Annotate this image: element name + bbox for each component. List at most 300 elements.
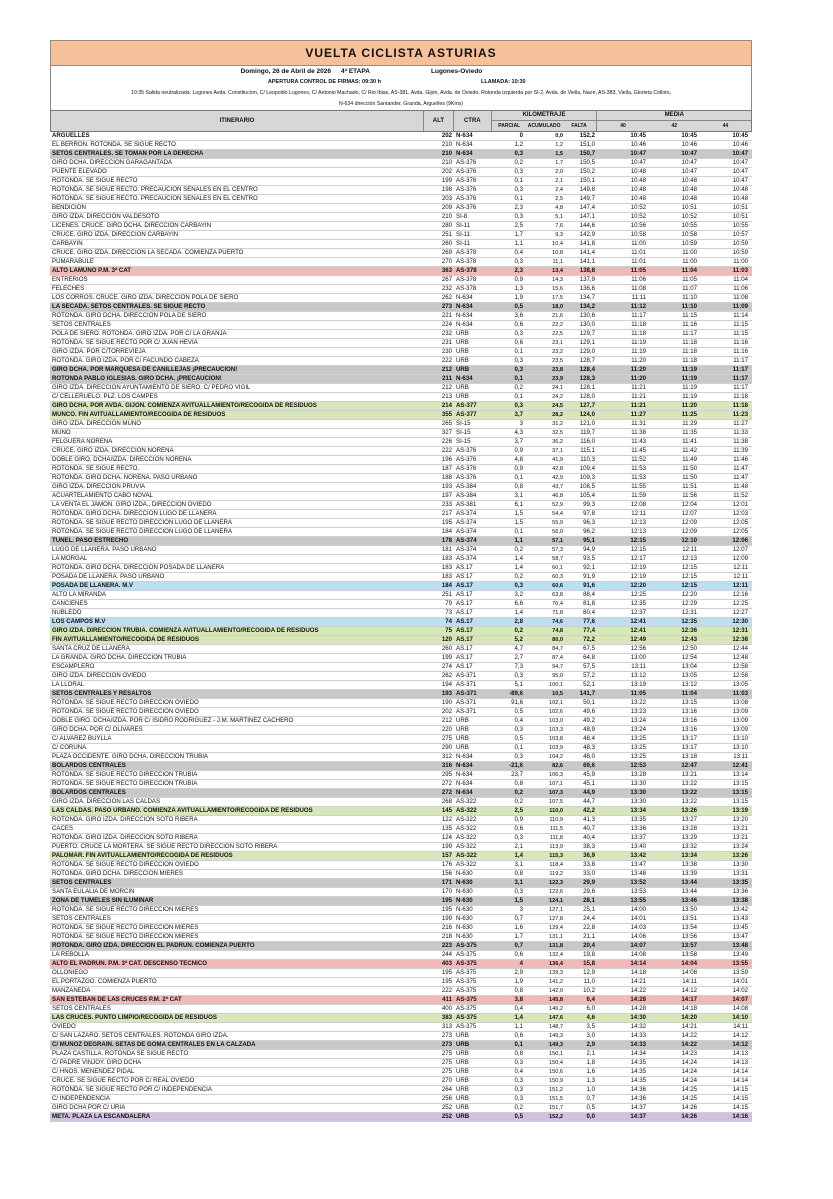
col-media-42: 42	[671, 123, 678, 129]
cell-ctra: N-634	[456, 762, 473, 769]
cell-itinerario: LICEÑES. CRUCE. GIRO DCHA. DIRECCIÓN CARBAYIN	[52, 222, 212, 229]
table-row	[50, 429, 752, 438]
cell-alt: 273	[441, 303, 452, 310]
cell-acumulado: 111,5	[549, 826, 563, 832]
cell-alt: 199	[441, 177, 452, 184]
cell-ctra: AS-376	[456, 474, 477, 481]
cell-media-44: 13:11	[733, 753, 748, 760]
cell-ctra: AS-378	[456, 276, 477, 283]
cell-acumulado: 41,9	[552, 457, 563, 463]
cell-itinerario: GIRO IZDA. DIRECCION TRUBIA. COMIENZA AVITUALLAMIENTO/RECOGIDA DE RESIDUOS	[52, 627, 319, 634]
cell-media-44: 11:00	[733, 258, 748, 265]
cell-media-40: 14:34	[630, 1050, 646, 1057]
cell-media-40: 13:24	[630, 717, 646, 724]
cell-ctra: AS-384	[456, 483, 477, 490]
cell-alt: 383	[441, 1014, 452, 1021]
cell-parcial: 1,9	[514, 294, 523, 301]
cell-falta: 141,8	[579, 240, 595, 247]
cell-ctra: AS-322	[456, 834, 477, 841]
cell-falta: 57,5	[583, 663, 595, 670]
cell-itinerario: GIRO IZDA. DIRECCION AYUNTAMIENTO DE SIERO. C/ PEDRO VIGIL	[52, 384, 251, 391]
cell-media-42: 10:58	[681, 231, 697, 238]
cell-ctra: AS-376	[456, 177, 477, 184]
cell-media-44: 13:47	[732, 933, 748, 940]
cell-ctra: AS-378	[456, 258, 477, 265]
cell-itinerario: ROTONDA. GIRO DCHA. NOREÑA. PASO URBANO	[52, 474, 198, 481]
cell-parcial: 4	[519, 960, 523, 967]
cell-parcial: 0,1	[514, 375, 523, 382]
cell-media-40: 11:20	[631, 357, 646, 364]
cell-media-42: 13:21	[681, 771, 697, 778]
cell-falta: 0,7	[586, 1095, 595, 1102]
cell-media-44: 13:36	[732, 888, 748, 895]
cell-media-44: 11:39	[733, 447, 748, 454]
cell-alt: 221	[441, 312, 452, 319]
cell-parcial: 1,1	[514, 537, 523, 544]
cell-media-40: 11:05	[630, 267, 646, 274]
cell-parcial: 0,2	[514, 789, 523, 796]
cell-alt: 73	[445, 609, 452, 616]
table-row	[50, 915, 752, 924]
cell-acumulado: 32,5	[552, 430, 563, 436]
cell-ctra: AS-376	[456, 186, 477, 193]
cell-media-44: 13:19	[732, 807, 748, 814]
cell-media-40: 13:37	[630, 834, 646, 841]
cell-alt: 211	[442, 375, 452, 382]
cell-media-42: 13:34	[681, 852, 697, 859]
cell-media-44: 13:14	[732, 771, 748, 778]
cell-falta: 52,1	[583, 681, 595, 688]
cell-media-44: 12:09	[732, 555, 748, 562]
cell-media-40: 10:47	[630, 159, 646, 166]
cell-itinerario: CANCIENES	[52, 600, 88, 607]
cell-itinerario: SAN ESTEBAN DE LAS CRUCES P.M. 2ª CAT	[52, 996, 182, 1003]
cell-ctra: AS-375	[456, 1014, 477, 1021]
cell-parcial: 3,7	[514, 411, 523, 418]
cell-itinerario: ALTO LAMUÑO P.M. 3ª CAT	[52, 267, 131, 274]
table-row	[50, 1023, 752, 1032]
cell-media-42: 13:27	[681, 816, 697, 823]
cell-media-40: 10:52	[630, 204, 646, 211]
cell-ctra: N-630	[456, 906, 473, 913]
cell-alt: 198	[441, 186, 452, 193]
cell-media-40: 11:20	[630, 375, 646, 382]
cell-falta: 128,0	[579, 393, 595, 400]
cell-acumulado: 2,5	[555, 196, 563, 202]
cell-media-42: 13:32	[681, 843, 697, 850]
cell-itinerario: ROTONDA. SE SIGUE RECTO	[52, 177, 138, 184]
cell-ctra: AS-374	[456, 546, 477, 553]
cell-alt: 275	[441, 1068, 452, 1075]
cell-media-40: 11:21	[631, 384, 646, 391]
cell-acumulado: 118,4	[549, 862, 563, 868]
cell-acumulado: 127,8	[549, 916, 563, 922]
cell-media-42: 13:44	[681, 888, 697, 895]
cell-media-44: 13:20	[732, 816, 748, 823]
cell-parcial: 0,6	[514, 339, 523, 346]
cell-parcial: 0,4	[514, 249, 523, 256]
cell-alt: 195	[441, 969, 452, 976]
cell-falta: 91,6	[583, 582, 595, 589]
cell-falta: 136,6	[579, 285, 595, 292]
cell-media-42: 11:05	[682, 276, 697, 283]
cell-acumulado: 111,8	[549, 835, 563, 841]
cell-media-42: 11:04	[681, 267, 697, 274]
cell-ctra: N-630	[456, 888, 473, 895]
cell-media-40: 14:37	[630, 1104, 646, 1111]
cell-media-40: 13:53	[630, 888, 646, 895]
cell-parcial: 0,1	[514, 474, 523, 481]
cell-alt: 411	[442, 996, 452, 1003]
cell-acumulado: 57,1	[552, 538, 563, 544]
cell-ctra: AS.17	[456, 645, 473, 652]
cell-alt: 267	[441, 276, 452, 283]
cell-media-40: 12:15	[630, 546, 646, 553]
cell-falta: 0,5	[586, 1104, 595, 1111]
cell-parcial: 1,1	[514, 1023, 523, 1030]
cell-media-44: 14:14	[732, 1077, 748, 1084]
cell-alt: 195	[441, 978, 452, 985]
cell-media-40: 13:52	[630, 879, 646, 886]
cell-alt: 355	[441, 411, 452, 418]
cell-media-42: 11:19	[682, 393, 697, 400]
cell-media-40: 12:56	[630, 645, 646, 652]
cell-alt: 403	[441, 960, 452, 967]
cell-alt: 252	[441, 1113, 452, 1120]
cell-media-40: 13:23	[630, 708, 646, 715]
cell-media-40: 14:30	[630, 1014, 646, 1021]
cell-media-44: 14:10	[732, 1014, 748, 1021]
cell-parcial: 4,8	[514, 456, 523, 463]
cell-parcial: 2,3	[514, 267, 523, 274]
cell-media-44: 13:09	[732, 708, 748, 715]
cell-falta: 95,1	[583, 537, 595, 544]
cell-media-40: 11:01	[631, 249, 646, 256]
cell-media-40: 13:28	[630, 771, 646, 778]
cell-parcial: 3,2	[514, 591, 523, 598]
cell-media-44: 13:05	[732, 681, 748, 688]
cell-falta: 15,8	[583, 960, 595, 967]
cell-ctra: AS-377	[456, 402, 477, 409]
table-row	[50, 744, 752, 753]
cell-ctra: URB	[456, 1059, 469, 1066]
cell-media-44: 10:51	[732, 204, 748, 211]
cell-itinerario: SETOS CENTRALES	[52, 915, 111, 922]
cell-media-42: 12:36	[681, 627, 697, 634]
cell-itinerario: PLAZA CASTILLA. ROTONDA SE SIGUE RECTO	[52, 1050, 189, 1057]
cell-itinerario: ROTONDA. SE SIGUE RECTO. PRECAUCION SEÑALES EN EL CENTRO	[52, 195, 258, 202]
cell-itinerario: SANTA EULALIA DE MORCIN	[52, 888, 135, 895]
table-row	[50, 879, 752, 888]
table-row	[50, 870, 752, 879]
cell-media-42: 12:50	[681, 645, 697, 652]
table-row	[50, 906, 752, 915]
cell-parcial: 1,4	[514, 1014, 523, 1021]
cell-media-44: 10:55	[732, 222, 748, 229]
cell-media-42: 12:20	[681, 591, 697, 598]
cell-parcial: 0,5	[514, 303, 523, 310]
cell-alt: 244	[441, 951, 452, 958]
cell-media-44: 12:05	[732, 528, 748, 535]
cell-acumulado: 23,8	[552, 367, 563, 373]
cell-media-40: 11:43	[631, 438, 646, 445]
cell-ctra: AS.17	[456, 663, 473, 670]
cell-parcial: 2,8	[514, 618, 523, 625]
cell-ctra: AS-322	[456, 807, 477, 814]
cell-media-40: 13:12	[630, 672, 646, 679]
cell-itinerario: LA REBOLLÁ	[52, 951, 89, 958]
cell-falta: 67,5	[583, 645, 595, 652]
cell-acumulado: 2,4	[555, 187, 563, 193]
cell-ctra: N-634	[456, 789, 473, 796]
cell-media-44: 10:46	[732, 141, 748, 148]
cell-itinerario: ZONA DE TUMELES SIN ILUMINAR	[52, 897, 154, 904]
cell-media-42: 14:22	[681, 1041, 697, 1048]
table-row	[50, 1059, 752, 1068]
cell-media-40: 13:30	[630, 780, 646, 787]
cell-parcial: 3,6	[514, 312, 523, 319]
cell-media-44: 11:52	[733, 492, 748, 499]
cell-media-44: 11:06	[733, 285, 748, 292]
cell-media-44: 13:08	[732, 699, 748, 706]
cell-alt: 196	[441, 456, 452, 463]
cell-alt: 195	[441, 519, 452, 526]
cell-alt: 226	[441, 438, 452, 445]
cell-media-40: 11:59	[631, 492, 646, 499]
cell-media-42: 14:24	[681, 1077, 697, 1084]
cell-media-42: 11:07	[682, 285, 697, 292]
cell-media-42: 13:57	[681, 942, 697, 949]
cell-parcial: 0,1	[514, 744, 523, 751]
cell-media-44: 10:48	[732, 186, 748, 193]
cell-falta: 12,9	[583, 969, 595, 976]
cell-alt: 193	[441, 690, 452, 697]
cell-media-44: 13:10	[732, 735, 748, 742]
cell-alt: 202	[441, 168, 452, 175]
cell-media-42: 11:42	[682, 447, 697, 454]
cell-media-42: 13:18	[681, 753, 697, 760]
cell-alt: 260	[441, 240, 452, 247]
cell-media-42: 14:24	[681, 1059, 697, 1066]
cell-media-44: 11:46	[733, 456, 748, 463]
cell-media-44: 13:48	[732, 942, 748, 949]
cell-media-40: 11:53	[631, 474, 646, 481]
cell-parcial: 0,3	[514, 726, 523, 733]
cell-ctra: URB	[456, 744, 469, 751]
cell-ctra: URB	[456, 717, 469, 724]
cell-itinerario: GIRO DCHA. POR C/ OLIVARES	[52, 726, 143, 733]
cell-alt: 316	[441, 762, 452, 769]
cell-alt: 213	[441, 393, 452, 400]
cell-itinerario: OLLONIEGO	[52, 969, 88, 976]
cell-falta: 150,7	[579, 150, 595, 157]
cell-parcial: 1,4	[514, 852, 523, 859]
cell-alt: 256	[441, 1095, 452, 1102]
cell-parcial: 0,3	[514, 1077, 523, 1084]
cell-itinerario: NUBLEDO	[52, 609, 82, 616]
table-row	[50, 681, 752, 690]
cell-acumulado: 1,2	[555, 142, 563, 148]
cell-falta: 149,8	[579, 186, 595, 193]
cell-media-42: 13:39	[681, 870, 697, 877]
cell-itinerario: TUNEL. PASO ESTRECHO	[52, 537, 129, 544]
cell-media-40: 10:48	[630, 177, 646, 184]
cell-falta: 115,1	[580, 447, 595, 454]
cell-parcial: 0,1	[514, 177, 523, 184]
cell-ctra: URB	[456, 384, 469, 391]
cell-media-42: 13:16	[681, 726, 697, 733]
cell-falta: 134,2	[579, 303, 595, 310]
table-row	[50, 159, 752, 168]
cell-itinerario: MUÑÓ	[52, 429, 71, 436]
cell-falta: 36,9	[583, 852, 595, 859]
cell-alt: 313	[441, 1023, 452, 1030]
cell-acumulado: 14,3	[552, 277, 563, 283]
table-row	[50, 1104, 752, 1113]
cell-itinerario: EL BERRON. ROTONDA. SE SIGUE RECTO	[52, 141, 176, 148]
cell-ctra: URB	[456, 1068, 469, 1075]
cell-falta: 92,1	[583, 564, 595, 571]
cell-acumulado: 0,0	[555, 133, 563, 139]
cell-parcial: 4,3	[514, 429, 523, 436]
cell-ctra: AS.17	[456, 600, 473, 607]
cell-itinerario: ROTONDA. SE SIGUE RECTO DIRECCION OVIEDO	[52, 708, 199, 715]
cell-acumulado: 122,3	[549, 880, 563, 886]
cell-alt: 262	[441, 294, 452, 301]
cell-itinerario: DOBLE GIRO. DCHA/IZDA. POR C/ ISIDRO RODRIGUEZ - J.M. MARTINEZ CACHERO	[52, 717, 294, 724]
cell-media-42: 13:15	[681, 699, 697, 706]
cell-acumulado: 115,3	[549, 853, 563, 859]
cell-alt: 210	[441, 159, 452, 166]
cell-acumulado: 107,1	[549, 781, 563, 787]
cell-ctra: AS-375	[456, 969, 477, 976]
cell-media-42: 11:50	[682, 474, 697, 481]
cell-media-44: 11:47	[733, 474, 748, 481]
cell-media-40: 11:21	[631, 393, 646, 400]
cell-acumulado: 10,5	[552, 691, 563, 697]
cell-media-42: 11:04	[681, 690, 697, 697]
cell-itinerario: LAS CALDAS. PASO URBANO. COMIENZA AVITUALLAMIENTO/RECOGIDA DE RESIDUOS	[52, 807, 313, 814]
col-acumulado: ACUMULADO	[527, 123, 561, 129]
cell-falta: 1,0	[586, 1086, 595, 1093]
cell-ctra: SI-11	[456, 240, 471, 247]
cell-falta: 91,9	[583, 573, 595, 580]
cell-acumulado: 145,8	[549, 997, 563, 1003]
cell-alt: 400	[441, 1005, 452, 1012]
cell-alt: 272	[441, 780, 452, 787]
cell-media-40: 12:19	[630, 573, 646, 580]
cell-falta: 149,7	[579, 195, 595, 202]
cell-alt: 275	[441, 735, 452, 742]
cell-media-40: 14:00	[630, 906, 646, 913]
cell-parcial: 0,3	[514, 213, 523, 220]
cell-acumulado: 55,9	[552, 520, 563, 526]
cell-alt: 184	[441, 582, 452, 589]
cell-falta: 6,4	[586, 996, 595, 1003]
table-row	[50, 186, 752, 195]
cell-ctra: AS-375	[456, 1023, 477, 1030]
table-row	[50, 528, 752, 537]
cell-ctra: AS-378	[456, 249, 477, 256]
cell-media-44: 14:02	[732, 987, 748, 994]
cell-acumulado: 24,2	[552, 394, 563, 400]
cell-falta: 45,9	[583, 771, 595, 778]
cell-ctra: N-634	[456, 312, 473, 319]
cell-media-40: 14:22	[630, 987, 646, 994]
cell-alt: 363	[441, 267, 452, 274]
cell-media-42: 10:55	[681, 222, 697, 229]
cell-falta: 1,3	[586, 1077, 595, 1084]
cell-itinerario: PALOMAR. FIN AVITUALLAMIENTO/RECOGIDA DE RESIDUOS	[52, 852, 233, 859]
cell-alt: 195	[441, 897, 452, 904]
cell-media-42: 11:10	[681, 303, 697, 310]
cell-acumulado: 28,2	[552, 412, 563, 418]
cell-parcial: 2,1	[514, 843, 523, 850]
table-row	[50, 276, 752, 285]
cell-itinerario: CRUCE. GIRO IZDA. DIRECCION NOREÑA	[52, 447, 174, 454]
cell-alt: 202	[441, 132, 452, 139]
stage-info	[50, 66, 752, 77]
race-title: VUELTA CICLISTA ASTURIAS	[50, 40, 752, 66]
cell-acumulado: 7,6	[555, 223, 563, 229]
cell-alt: 232	[441, 330, 452, 337]
cell-alt: 290	[441, 744, 452, 751]
table-row	[50, 510, 752, 519]
cell-parcial: 1,1	[514, 240, 523, 247]
cell-acumulado: 132,4	[549, 952, 563, 958]
cell-alt: 194	[441, 681, 452, 688]
cell-media-44: 11:16	[733, 339, 748, 346]
table-row	[50, 267, 752, 276]
cell-falta: 33,8	[583, 861, 595, 868]
table-row	[50, 1032, 752, 1041]
cell-acumulado: 63,8	[552, 592, 563, 598]
cell-parcial: 3,1	[514, 861, 523, 868]
cell-acumulado: 119,2	[549, 871, 563, 877]
cell-itinerario: SETOS CENTRALES Y RESALTOS	[52, 690, 152, 697]
cell-ctra: URB	[456, 366, 470, 373]
cell-falta: 109,3	[579, 474, 595, 481]
cell-itinerario: ROTONDA. GIRO DCHA. DIRECCION LUGO DE LLANERA	[52, 510, 217, 517]
cell-parcial: 3,1	[514, 492, 523, 499]
cell-alt: 222	[441, 987, 452, 994]
cell-parcial: 0,3	[514, 357, 523, 364]
cell-acumulado: 148,7	[549, 1024, 563, 1030]
cell-media-42: 14:25	[681, 1095, 697, 1102]
cell-media-40: 12:15	[630, 537, 646, 544]
cell-falta: 94,9	[583, 546, 595, 553]
table-row	[50, 411, 752, 420]
cell-alt: 199	[441, 654, 452, 661]
cell-acumulado: 82,6	[552, 763, 563, 769]
cell-ctra: AS-376	[456, 447, 477, 454]
cell-media-42: 11:56	[682, 492, 697, 499]
table-row	[50, 249, 752, 258]
cell-parcial: 0,9	[514, 447, 523, 454]
cell-media-42: 11:17	[682, 330, 697, 337]
cell-media-42: 11:16	[682, 321, 697, 328]
cell-media-44: 12:06	[732, 537, 748, 544]
cell-parcial: 0,3	[514, 672, 523, 679]
cell-parcial: 0,3	[514, 753, 523, 760]
cell-media-42: 10:47	[681, 159, 697, 166]
cell-acumulado: 23,9	[552, 376, 563, 382]
table-row	[50, 519, 752, 528]
cell-falta: 150,2	[579, 168, 595, 175]
cell-media-40: 12:11	[631, 510, 646, 517]
cell-itinerario: C/ HNOS. MENENDEZ PIDAL	[52, 1068, 135, 1075]
cell-acumulado: 18,0	[552, 304, 563, 310]
